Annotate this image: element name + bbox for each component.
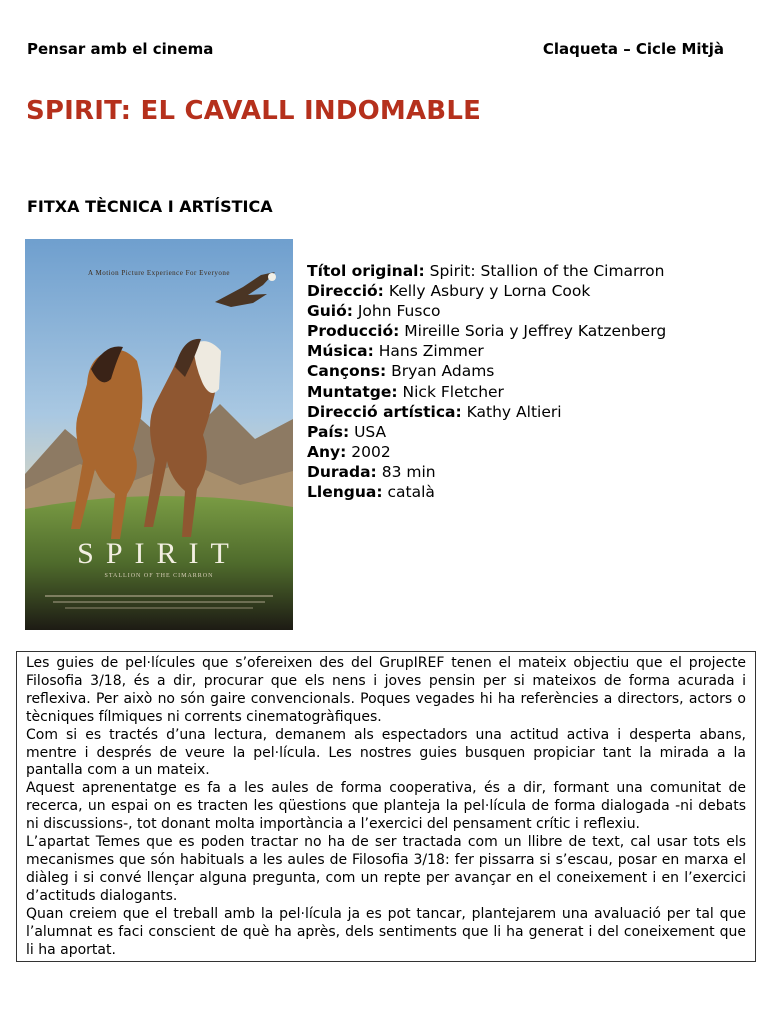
credit-value: Spirit: Stallion of the Cimarron: [429, 262, 665, 280]
credit-row: [307, 321, 666, 341]
credit-value: Hans Zimmer: [378, 342, 484, 361]
credit-row: [307, 442, 666, 462]
credit-label: País:: [307, 422, 350, 441]
credit-row: [307, 422, 666, 442]
credit-label: Cançons:: [307, 362, 387, 381]
intro-paragraph: Les guies de pel·lícules que s’ofereixen des del GrupIREF tenen el mateix objectiu que el projecte Filosofia 3/18, és a dir, procurar que els nens i joves pensin per si mateixos de forma acurada i reflexiva. Per això no són gaire convencionals. Poques vegades hi ha referències a directors, actors o tècniques fílmiques ni corrents cinematogràfiques.: [26, 655, 746, 725]
credit-row: [307, 281, 666, 301]
poster-tagline: STALLION OF THE CIMARRON: [104, 573, 214, 579]
intro-paragraph: L’apartat Temes que es poden tractar no ha de ser tractada com un llibre de text, cal usar tots els mecanismes que són habituals a les aules de Filosofia 3/18: fer pissarra si s’escau, posar en marxa el diàleg i si convé llençar alguna pregunta, com un repte per avançar en el coneixement i en l’exercici d’actituds dialogants.: [26, 834, 746, 904]
credit-label: Direcció artística:: [307, 402, 462, 421]
intro-box: [16, 651, 756, 962]
credits-list: [307, 261, 666, 502]
credit-label: Producció:: [307, 322, 400, 341]
section-title: FITXA TÈCNICA I ARTÍSTICA: [27, 197, 273, 216]
credit-value: John Fusco: [357, 302, 441, 321]
header-series-title: Pensar amb el cinema: [27, 40, 214, 58]
credit-value: USA: [354, 422, 387, 441]
credit-row: [307, 361, 666, 381]
credit-row: [307, 482, 666, 502]
credit-label: Música:: [307, 342, 374, 361]
header-level: Claqueta – Cicle Mitjà: [542, 40, 724, 58]
credit-value: Bryan Adams: [391, 362, 495, 381]
credit-value: 83 min: [381, 462, 436, 481]
intro-paragraph: Aquest aprenentatge es fa a les aules de forma cooperativa, és a dir, formant una comunitat de recerca, un espai on es tracten les qüestions que planteja la pel·lícula de forma dialogada -ni debats ni discussions-, tot donant molta importància a l’exercici del pensament crític i reflexiu.: [26, 780, 746, 833]
credit-value: Nick Fletcher: [402, 382, 504, 401]
credit-value: 2002: [351, 442, 391, 461]
movie-poster: [25, 239, 293, 630]
credit-label: Títol original:: [307, 262, 425, 280]
credit-row: [307, 382, 666, 402]
credit-row: [307, 341, 666, 361]
credit-label: Llengua:: [307, 483, 383, 502]
credit-row: [307, 301, 666, 321]
credit-value: Kathy Altieri: [466, 402, 562, 421]
credit-row: [307, 261, 666, 281]
credit-label: Guió:: [307, 302, 353, 321]
credit-label: Muntatge:: [307, 382, 398, 401]
poster-top-line: A Motion Picture Experience For Everyone: [88, 269, 230, 277]
credit-value: Kelly Asbury y Lorna Cook: [388, 282, 591, 301]
intro-paragraph: Quan creiem que el treball amb la pel·lícula ja es pot tancar, plantejarem una avaluació per tal que l’alumnat es faci conscient de què ha après, dels sentiments que li ha generat i del coneixement que li ha aportat.: [26, 905, 746, 958]
credit-label: Durada:: [307, 462, 377, 481]
credit-row: [307, 402, 666, 422]
poster-logo: SPIRIT: [77, 537, 241, 570]
page-title: SPIRIT: EL CAVALL INDOMABLE: [26, 96, 482, 126]
credit-label: Direcció:: [307, 282, 384, 301]
credit-label: Any:: [307, 442, 347, 461]
credit-value: català: [387, 483, 435, 502]
credit-value: Mireille Soria y Jeffrey Katzenberg: [404, 322, 667, 341]
credit-row: [307, 462, 666, 482]
intro-paragraph: Com si es tractés d’una lectura, demanem als espectadors una actitud activa i desperta abans, mentre i després de veure la pel·lícula. Les nostres guies busquen propiciar tant la mirada a la pantalla com a un mateix.: [26, 726, 746, 779]
